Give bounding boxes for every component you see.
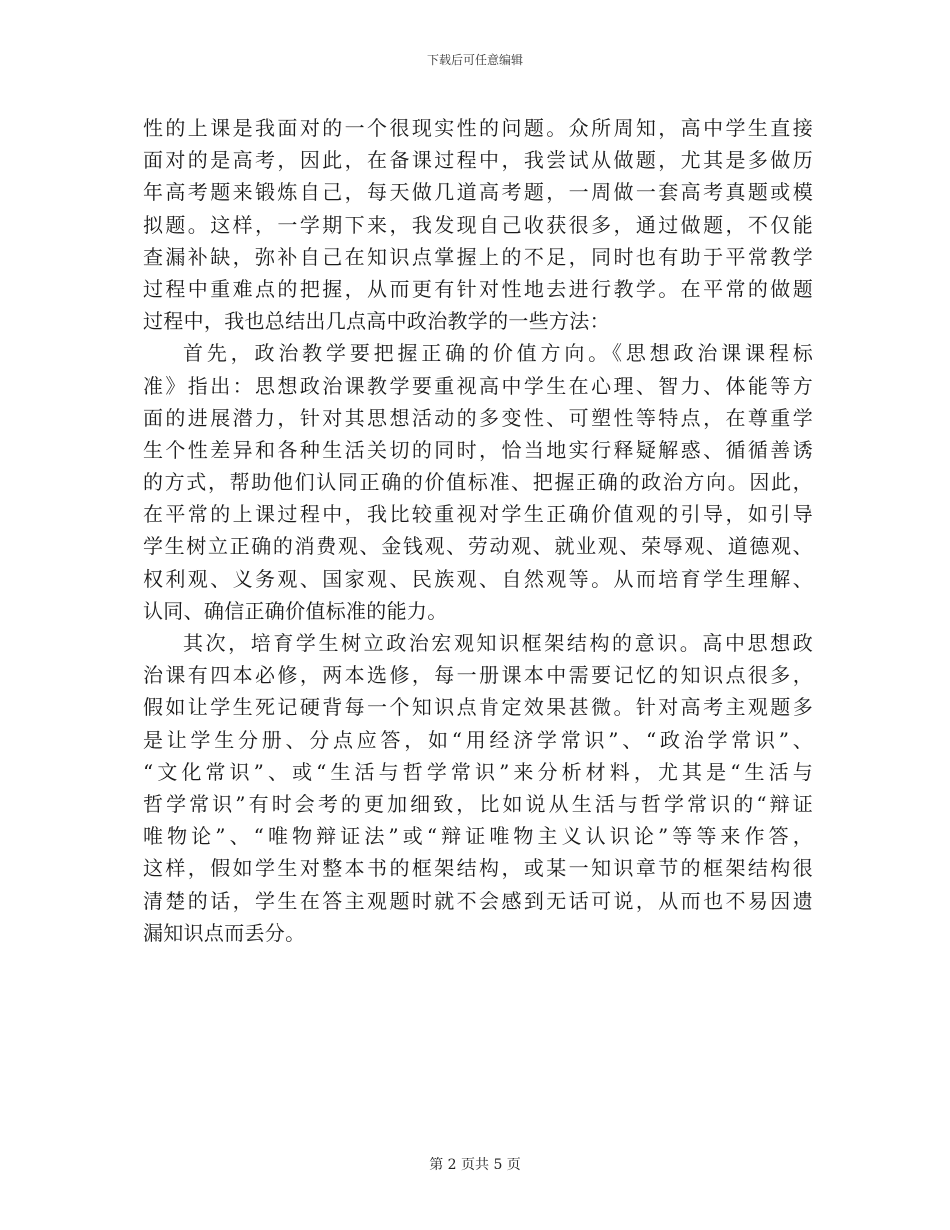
text-line: 的方式，帮助他们认同正确的价值标准、把握正确的政治方向。因此， (143, 470, 813, 495)
text-line: 权利观、义务观、国家观、民族观、自然观等。从而培育学生理解、 (143, 566, 813, 591)
page-number: 第 2 页共 5 页 (429, 1157, 521, 1173)
text-line: “文化常识”、或“生活与哲学常识”来分析材料，尤其是“生活与 (143, 759, 813, 784)
text-line: 是让学生分册、分点应答，如“用经济学常识”、“政治学常识”、 (143, 727, 813, 752)
text-line: 拟题。这样，一学期下来，我发现自己收获很多，通过做题，不仅能 (143, 212, 813, 237)
page-header: 下载后可任意编辑 (426, 53, 523, 67)
text-line: 在平常的上课过程中，我比较重视对学生正确价值观的引导，如引导 (143, 502, 813, 527)
text-line: 学生树立正确的消费观、金钱观、劳动观、就业观、荣辱观、道德观、 (143, 534, 813, 559)
text-line: 生个性差异和各种生活关切的同时，恰当地实行释疑解惑、循循善诱 (143, 437, 813, 462)
text-line: 过程中重难点的把握，从而更有针对性地去进行教学。在平常的做题 (143, 276, 813, 301)
text-line: 唯物论”、“唯物辩证法”或“辩证唯物主义认识论”等等来作答， (143, 824, 813, 849)
paragraph-first-line: 其次，培育学生树立政治宏观知识框架结构的意识。高中思想政 (183, 631, 813, 655)
text-line: 假如让学生死记硬背每一个知识点肯定效果甚微。针对高考主观题多 (143, 695, 813, 720)
text-line: 面对的是高考，因此，在备课过程中，我尝试从做题，尤其是多做历 (143, 148, 813, 173)
paragraph-first-line: 首先，政治教学要把握正确的价值方向。《思想政治课课程标 (183, 341, 813, 366)
text-line: 这样，假如学生对整本书的框架结构，或某一知识章节的框架结构很 (143, 856, 813, 881)
text-line: 查漏补缺，弥补自己在知识点掌握上的不足，同时也有助于平常教学 (143, 244, 813, 269)
text-line: 年高考题来锻炼自己，每天做几道高考题，一周做一套高考真题或模 (143, 180, 813, 205)
text-line: 清楚的话，学生在答主观题时就不会感到无话可说，从而也不易因遗 (143, 888, 813, 913)
text-line: 认同、确信正确价值标准的能力。 (143, 598, 448, 623)
text-line: 性的上课是我面对的一个很现实性的问题。众所周知，高中学生直接 (143, 116, 813, 140)
text-line: 过程中，我也总结出几点高中政治教学的一些方法： (143, 309, 610, 334)
text-line: 准》指出：思想政治课教学要重视高中学生在心理、智力、体能等方 (143, 373, 813, 398)
document-body (143, 112, 813, 949)
text-line: 治课有四本必修，两本选修，每一册课本中需要记忆的知识点很多， (143, 663, 813, 688)
text-line: 哲学常识”有时会考的更加细致，比如说从生活与哲学常识的“辩证 (143, 791, 813, 816)
text-line: 面的进展潜力，针对其思想活动的多变性、可塑性等特点，在尊重学 (143, 405, 813, 430)
text-line: 漏知识点而丢分。 (143, 920, 306, 945)
